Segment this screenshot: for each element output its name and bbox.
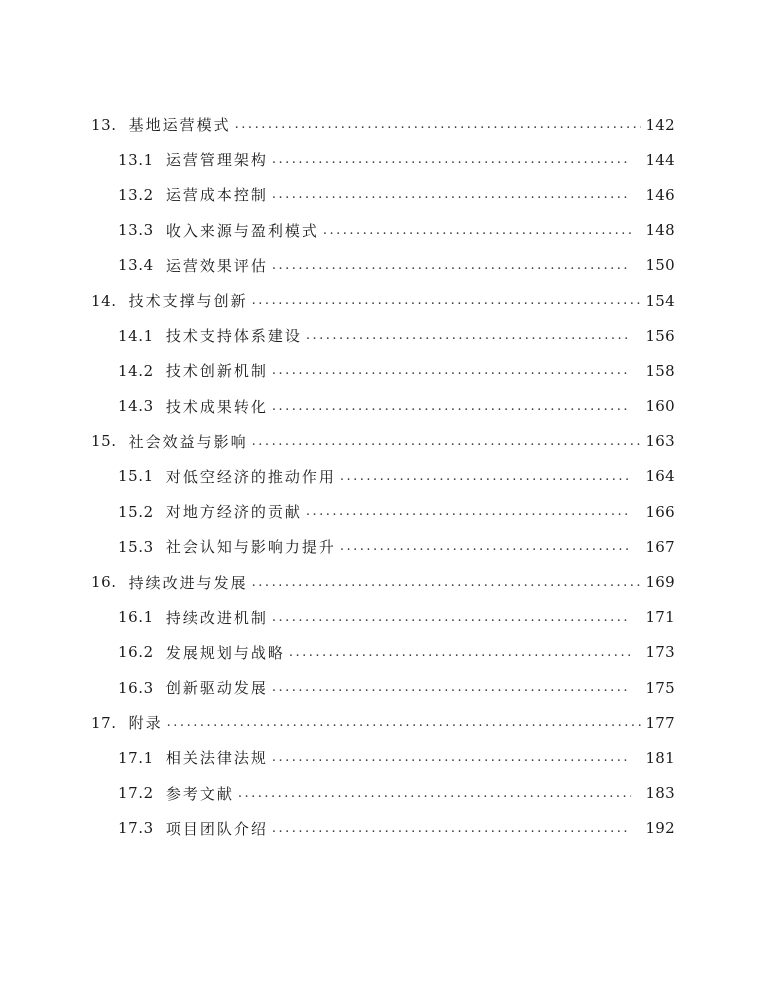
toc-entry[interactable]	[0, 353, 765, 388]
toc-dot-leader	[272, 258, 632, 273]
toc-entry-number: 14.2	[118, 361, 154, 380]
toc-entry-page: 160	[645, 397, 675, 416]
table-of-contents	[0, 107, 765, 846]
toc-entry-title: 社会认知与影响力提升	[165, 538, 336, 557]
toc-entry-page: 156	[645, 326, 675, 345]
toc-dot-leader	[272, 152, 632, 167]
toc-entry-page: 192	[645, 819, 675, 838]
toc-entry-page: 181	[645, 748, 675, 767]
toc-entry-number: 17.3	[118, 819, 154, 838]
toc-entry-title: 持续改进与发展	[128, 573, 248, 592]
toc-entry-page: 164	[645, 467, 675, 486]
toc-entry-number: 13.	[91, 115, 117, 134]
toc-dot-leader	[272, 187, 632, 202]
toc-dot-leader	[272, 363, 632, 378]
toc-entry-title: 持续改进机制	[165, 608, 268, 627]
toc-entry-page: 158	[645, 361, 675, 380]
toc-entry-number: 13.3	[118, 221, 154, 240]
toc-entry-page: 166	[645, 502, 675, 521]
toc-entry-number: 14.	[91, 291, 117, 310]
toc-entry-page: 142	[645, 115, 675, 134]
toc-entry-title: 技术支撑与创新	[128, 292, 248, 311]
toc-entry[interactable]	[0, 564, 765, 599]
toc-entry[interactable]	[0, 811, 765, 846]
toc-entry-title: 发展规划与战略	[165, 643, 285, 662]
toc-dot-leader	[252, 293, 642, 308]
toc-entry[interactable]	[0, 776, 765, 811]
toc-entry[interactable]	[0, 600, 765, 635]
toc-entry-title: 创新驱动发展	[165, 679, 268, 698]
toc-entry-number: 17.2	[118, 784, 154, 803]
toc-dot-leader	[340, 539, 632, 554]
toc-dot-leader	[323, 223, 632, 238]
toc-entry-title: 附录	[128, 714, 163, 733]
toc-dot-leader	[306, 328, 632, 343]
toc-entry[interactable]	[0, 107, 765, 142]
toc-entry-title: 技术支持体系建设	[165, 327, 302, 346]
toc-entry-title: 社会效益与影响	[128, 432, 248, 451]
toc-entry-number: 15.	[91, 432, 117, 451]
toc-entry[interactable]	[0, 318, 765, 353]
toc-entry-number: 16.2	[118, 643, 154, 662]
toc-entry-number: 13.4	[118, 256, 154, 275]
toc-entry-title: 对低空经济的推动作用	[165, 467, 336, 486]
toc-dot-leader	[167, 715, 642, 730]
toc-dot-leader	[289, 645, 632, 660]
toc-dot-leader	[272, 750, 632, 765]
toc-dot-leader	[238, 786, 632, 801]
toc-entry-page: 148	[645, 221, 675, 240]
toc-entry-page: 167	[645, 537, 675, 556]
toc-dot-leader	[272, 610, 632, 625]
toc-dot-leader	[340, 469, 632, 484]
toc-entry-title: 运营管理架构	[165, 151, 268, 170]
toc-entry[interactable]	[0, 635, 765, 670]
toc-entry[interactable]	[0, 389, 765, 424]
toc-entry-title: 收入来源与盈利模式	[165, 221, 319, 240]
toc-entry-number: 17.1	[118, 748, 154, 767]
toc-entry-number: 16.1	[118, 608, 154, 627]
toc-entry-number: 15.3	[118, 537, 154, 556]
toc-entry-page: 175	[645, 678, 675, 697]
toc-entry-title: 技术创新机制	[165, 362, 268, 381]
toc-entry-page: 144	[645, 150, 675, 169]
toc-entry-title: 对地方经济的贡献	[165, 503, 302, 522]
toc-entry-page: 177	[645, 713, 675, 732]
toc-entry[interactable]	[0, 529, 765, 564]
toc-entry[interactable]	[0, 283, 765, 318]
toc-entry[interactable]	[0, 177, 765, 212]
toc-entry-number: 17.	[91, 713, 117, 732]
toc-entry-page: 146	[645, 185, 675, 204]
toc-dot-leader	[272, 399, 632, 414]
toc-entry-title: 项目团队介绍	[165, 819, 268, 838]
toc-dot-leader	[272, 680, 632, 695]
toc-entry[interactable]	[0, 740, 765, 775]
toc-entry-title: 运营效果评估	[165, 256, 268, 275]
toc-entry-number: 15.1	[118, 467, 154, 486]
toc-entry[interactable]	[0, 705, 765, 740]
toc-entry-title: 技术成果转化	[165, 397, 268, 416]
toc-entry-number: 16.	[91, 573, 117, 592]
toc-dot-leader	[235, 117, 642, 132]
toc-entry[interactable]	[0, 459, 765, 494]
toc-entry-page: 169	[645, 573, 675, 592]
toc-entry-page: 154	[645, 291, 675, 310]
toc-entry-number: 15.2	[118, 502, 154, 521]
toc-entry-number: 14.1	[118, 326, 154, 345]
toc-entry[interactable]	[0, 670, 765, 705]
toc-entry-number: 16.3	[118, 678, 154, 697]
toc-dot-leader	[306, 504, 632, 519]
toc-entry[interactable]	[0, 142, 765, 177]
toc-dot-leader	[252, 434, 642, 449]
toc-entry-number: 13.2	[118, 185, 154, 204]
toc-entry-page: 163	[645, 432, 675, 451]
toc-entry[interactable]	[0, 494, 765, 529]
toc-entry-page: 171	[645, 608, 675, 627]
toc-entry-page: 183	[645, 784, 675, 803]
toc-entry-title: 运营成本控制	[165, 186, 268, 205]
toc-entry-title: 参考文献	[165, 784, 234, 803]
toc-entry-title: 基地运营模式	[128, 116, 231, 135]
toc-entry-title: 相关法律法规	[165, 749, 268, 768]
toc-entry-number: 13.1	[118, 150, 154, 169]
toc-entry[interactable]	[0, 424, 765, 459]
toc-entry-number: 14.3	[118, 397, 154, 416]
toc-entry[interactable]	[0, 213, 765, 248]
toc-entry[interactable]	[0, 248, 765, 283]
toc-entry-page: 150	[645, 256, 675, 275]
toc-dot-leader	[272, 821, 632, 836]
toc-entry-page: 173	[645, 643, 675, 662]
toc-dot-leader	[252, 575, 642, 590]
